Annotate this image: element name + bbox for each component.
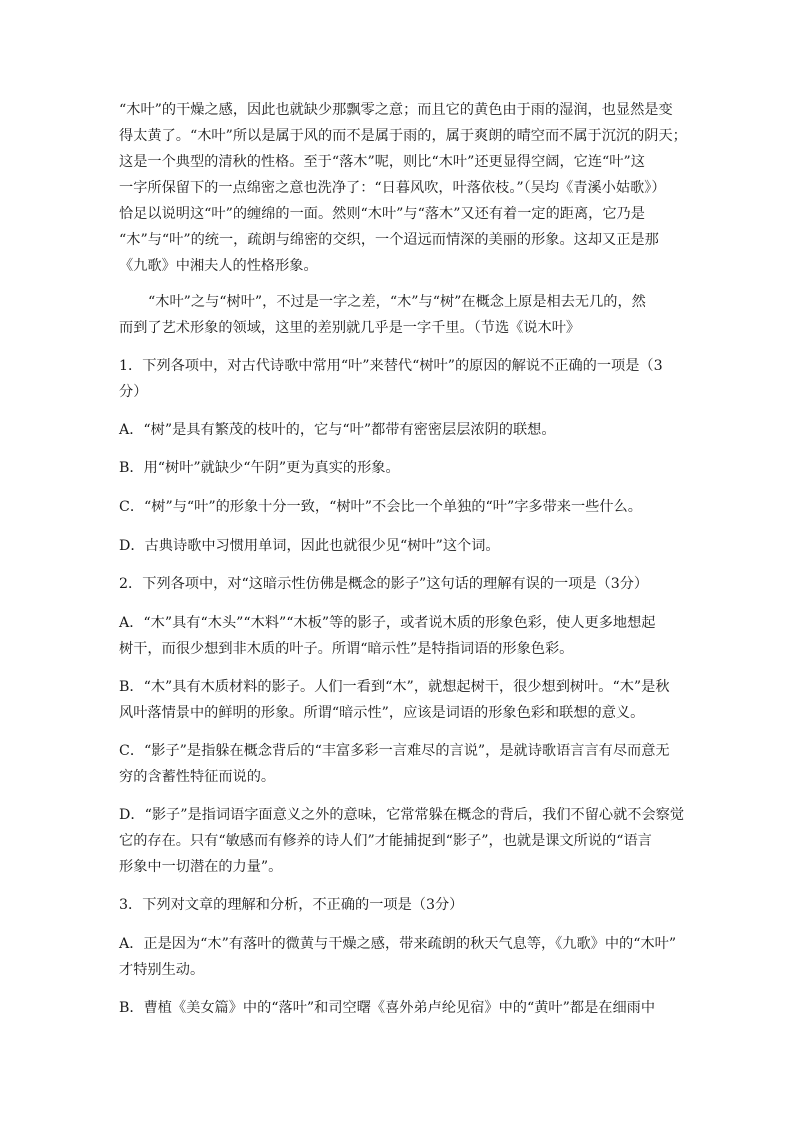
question-1-option-d [119, 533, 684, 559]
option-text: A．“木”具有“木头”“木料”“木板”等的影子，或者说木质的形象色彩，使人更多地想起 [119, 615, 656, 631]
passage-line: “木叶”之与“树叶”，不过是一字之差，“木”与“树”在概念上原是相去无几的，然 [148, 294, 646, 310]
option-text: C．“树”与“叶”的形象十分一致，“树叶”不会比一个单独的“叶”字多带来一些什么。 [119, 499, 642, 515]
question-stem: 分） [119, 384, 148, 400]
option-text: C．“影子”是指躲在概念背后的“丰富多彩一言难尽的言说”，是就诗歌语言言有尽而意无 [119, 743, 670, 759]
passage-line: 《九歌》中湘夫人的性格形象。 [119, 258, 318, 274]
passage-line: 这是一个典型的清秋的性格。至于“落木”呢，则比“木叶”还更显得空阔，它连“叶”这 [119, 154, 645, 170]
question-1 [119, 353, 684, 405]
question-3 [119, 892, 684, 918]
question-stem: 1．下列各项中，对古代诗歌中常用“叶”来替代“树叶”的原因的解说不正确的一项是（3 [119, 358, 663, 374]
question-3-option-a [119, 931, 684, 983]
option-text: 它的存在。只有“敏感而有修养的诗人们”才能捕捉到“影子”，也就是课文所说的“语言 [119, 833, 652, 849]
passage-line: “木叶”的干燥之感，因此也就缺少那飘零之意；而且它的黄色由于雨的湿润，也显然是变 [119, 102, 673, 118]
passage-line: 一字所保留下的一点绵密之意也洗净了：“日暮风吹，叶落依枝。”（吴均《青溪小姑歌》） [119, 180, 666, 196]
option-text: B．用“树叶”就缺少“午阴”更为真实的形象。 [119, 460, 400, 476]
question-2-option-c [119, 738, 684, 790]
passage-paragraph-2 [119, 289, 684, 341]
passage-line: 恰足以说明这“叶”的缠绵的一面。然则“木叶”与“落木”又还有着一定的距离，它乃是 [119, 206, 645, 222]
passage-paragraph-1 [119, 97, 687, 279]
question-1-option-c [119, 494, 684, 520]
question-2-option-d [119, 802, 684, 880]
question-2-option-a [119, 610, 684, 662]
option-text: 形象中一切潜在的力量”。 [119, 859, 283, 875]
option-text: 树干，而很少想到非木质的叶子。所谓“暗示性”是特指词语的形象色彩。 [119, 641, 574, 657]
question-stem: 3．下列对文章的理解和分析，不正确的一项是（3分） [119, 897, 464, 913]
option-text: D．古典诗歌中习惯用单词，因此也就很少见“树叶”这个词。 [119, 538, 500, 554]
option-text: A．正是因为“木”有落叶的微黄与干燥之感，带来疏朗的秋天气息等，《九歌》中的“木叶” [119, 936, 677, 952]
option-text: 才特别生动。 [119, 962, 205, 978]
question-stem: 2．下列各项中，对“这暗示性仿佛是概念的影子”这句话的理解有误的一项是（3分） [119, 576, 649, 592]
option-text: D．“影子”是指词语字面意义之外的意味，它常常躲在概念的背后，我们不留心就不会察觉 [119, 807, 685, 823]
passage-line: 得太黄了。“木叶”所以是属于风的而不是属于雨的，属于爽朗的晴空而不属于沉沉的阴天； [119, 128, 687, 144]
question-1-option-b [119, 455, 684, 481]
passage-line: 而到了艺术形象的领域，这里的差别就几乎是一字千里。（节选《说木叶》 [119, 320, 581, 336]
question-3-option-b [119, 995, 684, 1021]
option-text: A．“树”是具有繁茂的枝叶的，它与“叶”都带有密密层层浓阴的联想。 [119, 422, 556, 438]
option-text: 穷的含蓄性特征而说的。 [119, 769, 276, 785]
option-text: B．“木”具有木质材料的影子。人们一看到“木”，就想起树干，很少想到树叶。“木”是秋 [119, 679, 670, 695]
option-text: B．曹植《美女篇》中的“落叶”和司空曙《喜外弟卢纶见宿》中的“黄叶”都是在细雨中 [119, 1000, 656, 1016]
question-1-option-a [119, 417, 684, 443]
passage-line: “木”与“叶”的统一，疏朗与绵密的交织，一个迢远而情深的美丽的形象。这却又正是那 [119, 232, 659, 248]
option-text: 风叶落情景中的鲜明的形象。所谓“暗示性”，应该是词语的形象色彩和联想的意义。 [119, 705, 645, 721]
question-2-option-b [119, 674, 684, 726]
question-2 [119, 571, 684, 597]
